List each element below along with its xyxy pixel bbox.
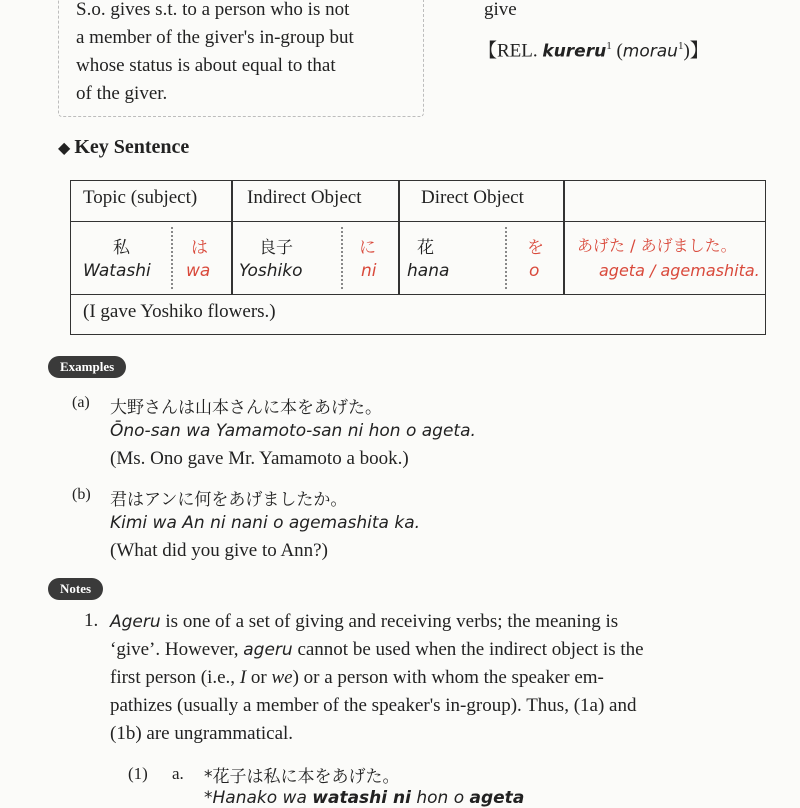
rel-suffix: )】: [683, 40, 709, 62]
particle-divider: [171, 227, 173, 289]
column-divider: [231, 181, 233, 294]
example-romaji: Kimi wa An ni nani o agemashita ka.: [110, 513, 421, 533]
examples-badge: Examples: [48, 356, 126, 378]
cell-jp: 花: [417, 238, 434, 258]
related-entries: 【REL. kureru$^1$ (morau$^1$)】: [478, 40, 709, 62]
definition-line: S.o. gives s.t. to a person who is not: [76, 0, 350, 20]
cell-romaji: ageta / agemashita.: [599, 261, 760, 280]
cell-jp: 私: [113, 238, 130, 258]
example-jp: 大野さんは山本さんに本をあげた。: [110, 398, 382, 418]
note-text: I: [239, 667, 247, 688]
note-line: pathizes (usually a member of the speaker's in-group). Thus, (1a) and: [110, 695, 637, 716]
header-topic: Topic (subject): [83, 187, 198, 208]
cell-jp: に: [359, 238, 376, 258]
definition-text: [76, 0, 412, 108]
sub-example-jp: *花子は私に本をあげた。: [204, 767, 400, 787]
cell-jp: あげた / あげました。: [577, 236, 737, 255]
note-text: ageta: [469, 788, 525, 808]
column-divider: [398, 181, 400, 294]
notes-badge: Notes: [48, 578, 103, 600]
cell-romaji: ni: [361, 261, 377, 281]
key-sentence-title: Key Sentence: [74, 136, 190, 158]
note-text: *Hanako wa: [204, 788, 313, 808]
term-ageru: ageru: [243, 640, 293, 660]
rel-kureru: kureru: [542, 41, 607, 62]
sub-example-letter: a.: [172, 764, 184, 783]
cell-jp: を: [527, 238, 544, 258]
key-sentence-table: [70, 180, 766, 335]
example-english: (Ms. Ono gave Mr. Yamamoto a book.): [110, 448, 409, 469]
column-divider: [563, 181, 565, 294]
definition-line: a member of the giver's in-group but: [76, 27, 354, 48]
definition-line: whose status is about equal to that: [76, 55, 336, 76]
example-tag: (b): [72, 486, 91, 503]
cell-romaji: Yoshiko: [239, 261, 303, 281]
note-line: [110, 664, 768, 692]
rel-sup: 1: [677, 40, 684, 52]
cell-romaji: o: [529, 261, 540, 281]
rel-sup: 1: [606, 40, 612, 52]
sub-example-tag: (1): [128, 764, 148, 783]
note-text: is one of a set of giving and receiving verbs; the meaning is: [160, 611, 619, 632]
note-text: ‘give’. However,: [110, 639, 244, 660]
cell-romaji: hana: [407, 261, 450, 281]
note-text: watashi ni: [312, 788, 411, 808]
header-indirect-object: Indirect Object: [247, 187, 362, 208]
cell-romaji: Watashi: [83, 261, 151, 281]
note-text: or: [246, 667, 272, 688]
note-text: first person (i.e.,: [110, 667, 240, 688]
sub-example-romaji: [204, 788, 524, 808]
note-line: [110, 608, 768, 636]
rel-morau: morau: [622, 41, 678, 62]
diamond-icon: ◆: [58, 140, 71, 157]
note-text: we: [271, 667, 293, 688]
cell-jp: 良子: [259, 238, 293, 258]
note-line: (1b) are ungrammatical.: [110, 723, 294, 744]
english-gloss: give: [484, 0, 517, 20]
note-text: cannot be used when the indirect object is the: [292, 639, 644, 660]
example-romaji: Ōno-san wa Yamamoto-san ni hon o ageta.: [110, 421, 476, 441]
cell-romaji: wa: [186, 261, 211, 281]
note-text: hon o: [410, 788, 470, 808]
header-direct-object: Direct Object: [421, 187, 524, 208]
note-number: 1.: [84, 610, 99, 631]
key-sentence-translation: (I gave Yoshiko flowers.): [83, 301, 276, 322]
note-text: ) or a person with whom the speaker em-: [292, 667, 604, 688]
note-line: [110, 636, 768, 664]
example-tag: (a): [72, 394, 90, 411]
particle-divider: [505, 227, 507, 289]
term-ageru: Ageru: [110, 612, 161, 632]
definition-line: of the giver.: [76, 83, 168, 104]
rel-prefix: 【REL.: [478, 40, 538, 62]
cell-jp: は: [191, 238, 208, 258]
example-jp: 君はアンに何をあげましたか。: [110, 490, 348, 510]
example-english: (What did you give to Ann?): [110, 540, 328, 561]
particle-divider: [341, 227, 343, 289]
key-sentence-heading: [58, 136, 189, 159]
